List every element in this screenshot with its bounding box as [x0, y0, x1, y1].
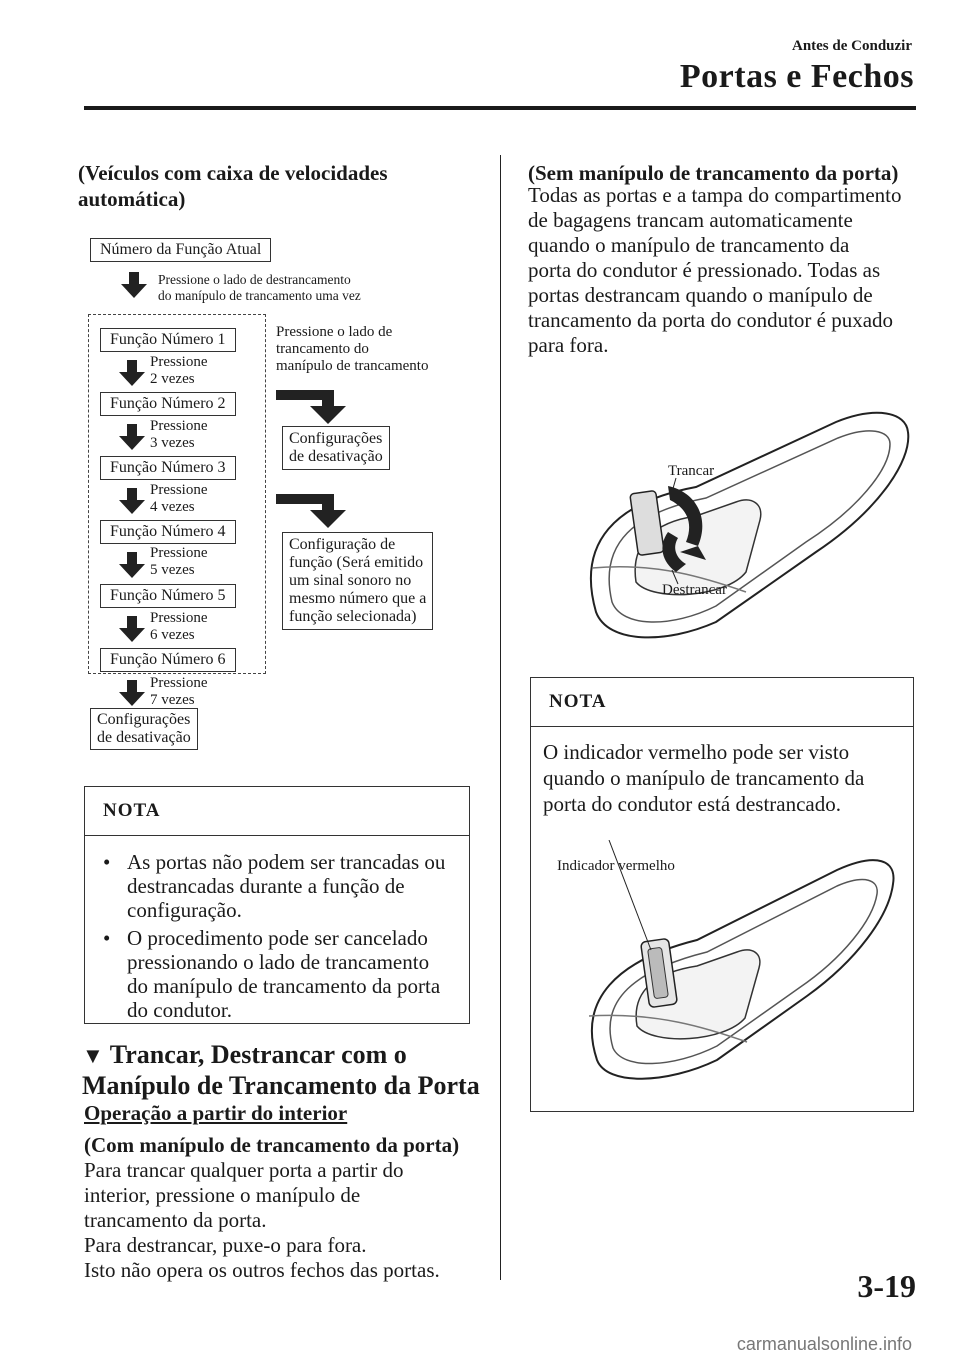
without-handle-heading: (Sem manípulo de trancamento da porta) [528, 161, 899, 185]
text-line: trancamento da porta do condutor é puxado [528, 308, 894, 332]
press-label-4 [150, 545, 208, 579]
press-word: Pressione [150, 545, 208, 561]
press-count: 2 vezes [150, 371, 195, 387]
side-instruction-line-3: manípulo de trancamento [276, 358, 429, 374]
function-number-3: Função Número 3 [100, 456, 236, 480]
side-instruction-line-2: trancamento do [276, 341, 369, 357]
text-line: Para destrancar, puxe-o para fora. [84, 1233, 367, 1257]
triangle-bullet-icon: ▼ [82, 1043, 104, 1068]
deactivation-settings-box-right [282, 426, 390, 470]
page-title: Portas e Fechos [679, 58, 914, 95]
function-number-2: Função Número 2 [100, 392, 236, 416]
right-box-1-line-2: de desativação [289, 448, 383, 465]
press-count: 4 vezes [150, 499, 195, 515]
press-count: 6 vezes [150, 627, 195, 643]
section-title-text: Trancar, Destrancar com o Manípulo de Trancamento da Porta [82, 1040, 480, 1100]
side-instruction-line-1: Pressione o lado de [276, 324, 393, 340]
note-text [531, 727, 913, 817]
press-label-6 [150, 675, 208, 709]
lock-label: Trancar [668, 463, 715, 479]
with-handle-text [84, 1158, 494, 1283]
text-line: quando o manípulo de trancamento da [543, 766, 865, 790]
function-diagram [82, 232, 482, 752]
without-handle-text [528, 183, 928, 358]
deactivation-line-2: de desativação [97, 729, 191, 746]
bent-arrow-icon [276, 488, 356, 528]
function-number-1: Função Número 1 [100, 328, 236, 352]
right-box-1-line-1: Configurações [289, 430, 383, 447]
press-word: Pressione [150, 354, 208, 370]
bent-arrow-icon [276, 384, 356, 424]
header-rule [84, 106, 916, 110]
text-line: Para trancar qualquer porta a partir do [84, 1158, 404, 1182]
note-box-right [530, 677, 914, 1112]
text-line: porta do condutor é pressionado. Todas as [528, 258, 881, 282]
text-line: trancamento da porta. [84, 1208, 267, 1232]
section-name: Antes de Conduzir [791, 38, 912, 54]
deactivation-settings-box [90, 708, 198, 750]
side-instruction [276, 324, 428, 375]
note-box-left [84, 786, 470, 1024]
right-box-2-line-1: Configuração de [289, 536, 396, 553]
right-box-2-line-5: função selecionada) [289, 608, 417, 625]
text-line: Isto não opera os outros fechos das portas. [84, 1258, 440, 1282]
text-line: porta do condutor está destrancado. [543, 792, 841, 816]
press-label-2 [150, 418, 208, 452]
note-title: NOTA [85, 787, 469, 836]
note-item: • As portas não podem ser trancadas ou destrancadas durante a função de configuração. [127, 850, 453, 922]
arrow-down-icon [118, 680, 146, 706]
top-instruction-line-2: do manípulo de trancamento uma vez [158, 288, 361, 303]
arrow-down-icon [118, 488, 146, 514]
press-word: Pressione [150, 418, 208, 434]
press-word: Pressione [150, 610, 208, 626]
press-count: 7 vezes [150, 692, 195, 708]
text-line: para fora. [528, 333, 609, 357]
top-instruction [158, 272, 361, 304]
red-indicator-figure [567, 840, 897, 1088]
with-handle-heading: (Com manípulo de trancamento da porta) [84, 1133, 460, 1157]
note-item: • O procedimento pode ser cancelado pressionando o lado de trancamento do manípulo de trancamento da porta do condutor. [127, 926, 453, 1022]
auto-transmission-heading: (Veículos com caixa de velocidades automática) [78, 161, 388, 211]
text-line: portas destrancam quando o manípulo de [528, 283, 873, 307]
press-word: Pressione [150, 675, 208, 691]
press-count: 3 vezes [150, 435, 195, 451]
current-function-box: Número da Função Atual [90, 238, 271, 262]
subsection-title: Operação a partir do interior [84, 1101, 348, 1125]
note-title: NOTA [531, 678, 913, 727]
press-label-1 [150, 354, 208, 388]
function-number-5: Função Número 5 [100, 584, 236, 608]
press-label-5 [150, 610, 208, 644]
deactivation-line-1: Configurações [97, 711, 191, 728]
function-number-6: Função Número 6 [100, 648, 236, 672]
right-box-2-line-2: função (Será emitido [289, 554, 424, 571]
page-number: 3-19 [857, 1268, 916, 1304]
note-list [85, 836, 469, 1038]
arrow-down-icon [118, 360, 146, 386]
right-box-2-line-3: um sinal sonoro no [289, 572, 412, 589]
right-box-2-line-4: mesmo número que a [289, 590, 427, 607]
door-lock-figure [576, 392, 916, 648]
arrow-down-icon [118, 616, 146, 642]
top-instruction-line-1: Pressione o lado de destrancamento [158, 272, 351, 287]
red-indicator-label: Indicador vermelho [557, 858, 675, 874]
text-line: quando o manípulo de trancamento da [528, 233, 850, 257]
function-setting-box [282, 532, 433, 630]
text-line: O indicador vermelho pode ser visto [543, 740, 850, 764]
press-count: 5 vezes [150, 562, 195, 578]
column-divider [500, 155, 501, 1280]
arrow-down-icon [120, 272, 148, 298]
unlock-label: Destrancar [662, 582, 727, 598]
function-number-4: Função Número 4 [100, 520, 236, 544]
text-line: de bagagens trancam automaticamente [528, 208, 853, 232]
watermark-text: carmanualsonline.info [736, 1334, 912, 1354]
arrow-down-icon [118, 552, 146, 578]
text-line: Todas as portas e a tampa do compartimento [528, 183, 902, 207]
press-label-3 [150, 482, 208, 516]
arrow-down-icon [118, 424, 146, 450]
section-title [82, 1040, 482, 1101]
text-line: interior, pressione o manípulo de [84, 1183, 361, 1207]
press-word: Pressione [150, 482, 208, 498]
